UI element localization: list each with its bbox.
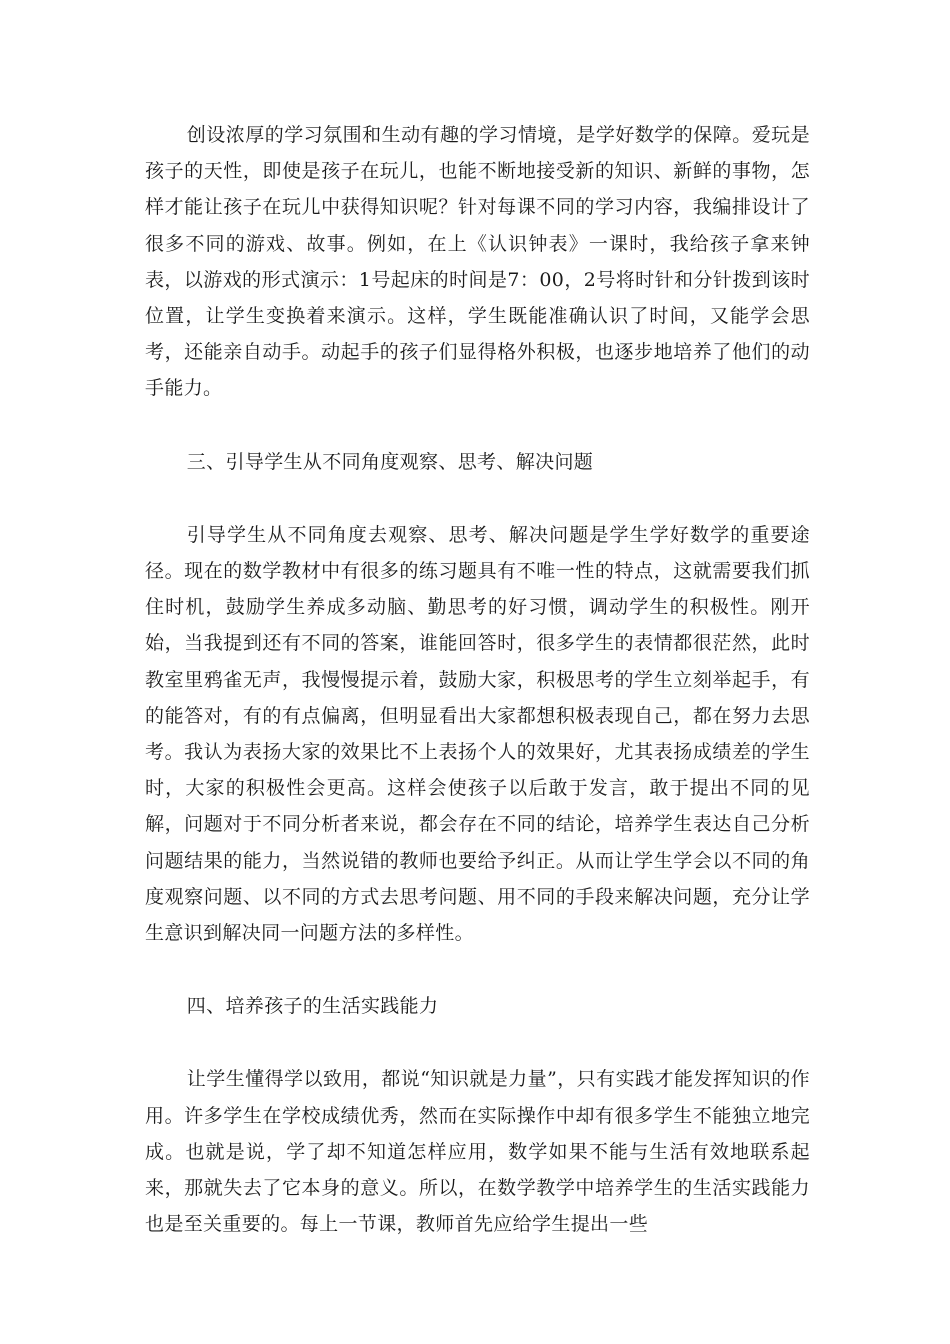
paragraph-learning-atmosphere: 创设浓厚的学习氛围和生动有趣的学习情境，是学好数学的保障。爱玩是孩子的天性，即使是孩子在玩儿，也能不断地接受新的知识、新鲜的事物，怎样才能让孩子在玩儿中获得知识呢？针对每课不同的学习内容，我编排设计了很多不同的游戏、故事。例如，在上《认识钟表》一课时，我给孩子拿来钟表，以游戏的形式演示：1号起床的时间是7：00，2号将时针和分针拨到该时位置，让学生变换着来演示。这样，学生既能准确认识了时间，又能学会思考，还能亲自动手。动起手的孩子们显得格外积极，也逐步地培养了他们的动手能力。 [145, 124, 810, 400]
section-heading-three: 三、引导学生从不同角度观察、思考、解决问题 [186, 450, 594, 473]
section-heading-four: 四、培养孩子的生活实践能力 [186, 995, 439, 1018]
document-body [145, 117, 810, 1279]
paragraph-practical-ability: 让学生懂得学以致用，都说“知识就是力量”，只有实践才能发挥知识的作用。许多学生在学校成绩优秀，然而在实际操作中却有很多学生不能独立地完成。也就是说，学了却不知道怎样应用，数学如果不能与生活有效地联系起来，那就失去了它本身的意义。所以，在数学教学中培养学生的生活实践能力也是至关重要的。每上一节课，教师首先应给学生提出一些 [145, 1068, 810, 1236]
paragraph-different-angles: 引导学生从不同角度去观察、思考、解决问题是学生学好数学的重要途径。现在的数学教材中有很多的练习题具有不唯一性的特点，这就需要我们抓住时机，鼓励学生养成多动脑、勤思考的好习惯，调动学生的积极性。刚开始，当我提到还有不同的答案，谁能回答时，很多学生的表情都很茫然，此时教室里鸦雀无声，我慢慢提示着，鼓励大家，积极思考的学生立刻举起手，有的能答对，有的有点偏离，但明显看出大家都想积极表现自己，都在努力去思考。我认为表扬大家的效果比不上表扬个人的效果好，尤其表扬成绩差的学生时，大家的积极性会更高。这样会使孩子以后敢于发言，敢于提出不同的见解，问题对于不同分析者来说，都会存在不同的结论，培养学生表达自己分析问题结果的能力，当然说错的教师也要给予纠正。从而让学生学会以不同的角度观察问题、以不同的方式去思考问题、用不同的手段来解决问题，充分让学生意识到解决同一问题方法的多样性。 [145, 523, 810, 945]
